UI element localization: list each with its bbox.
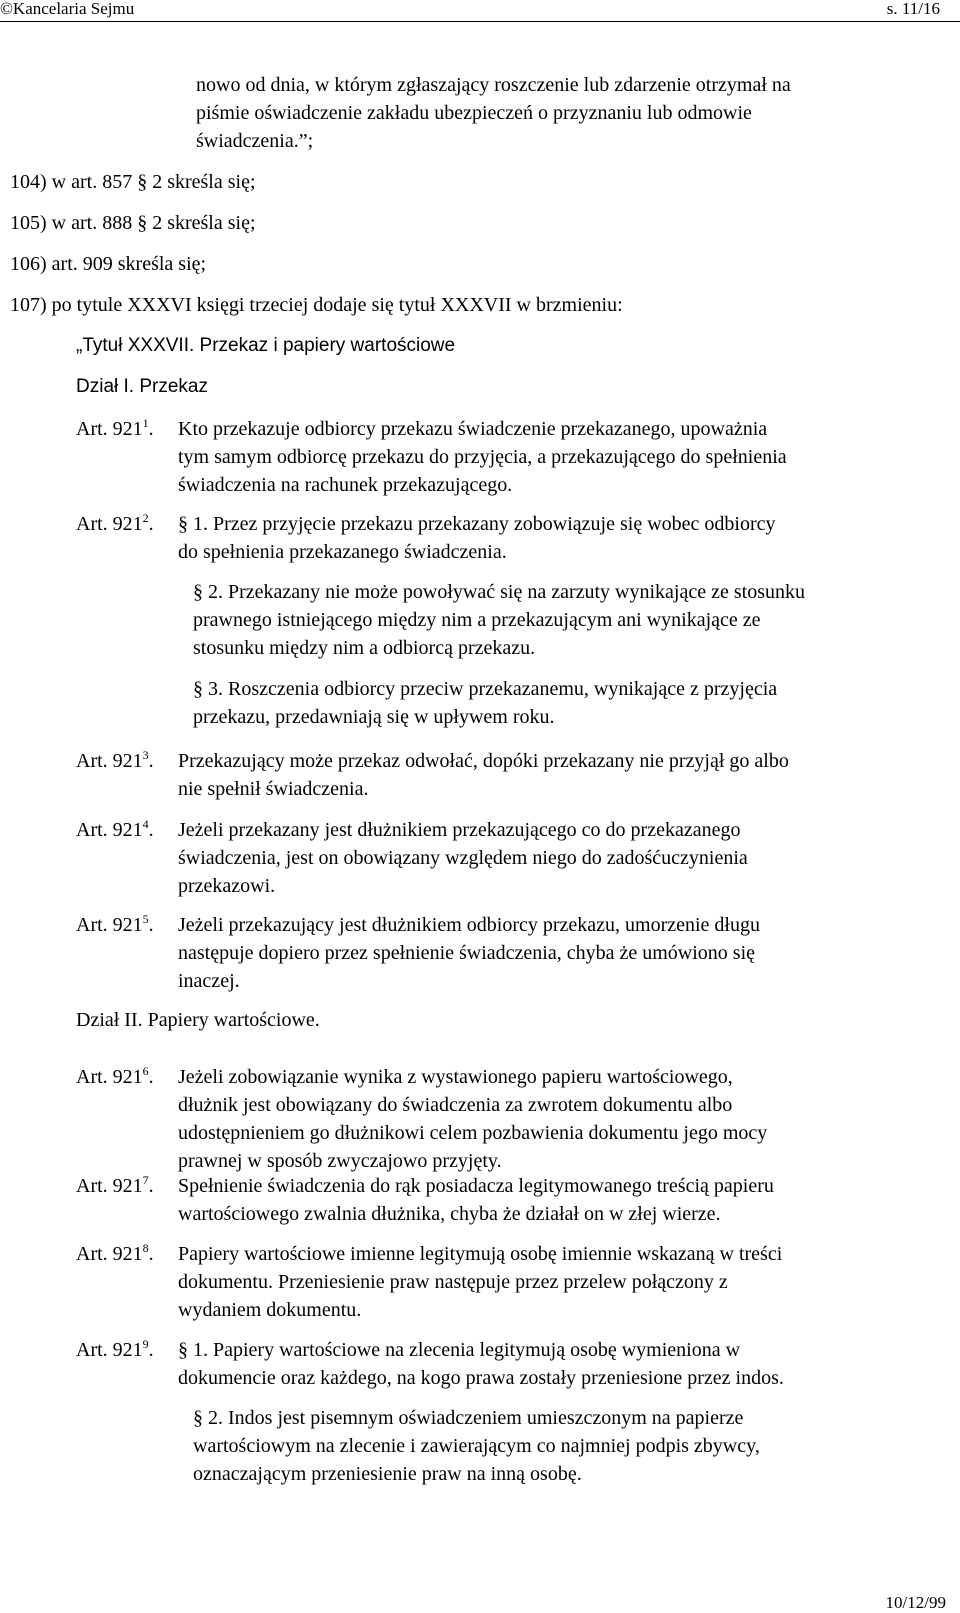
- article-number: [76, 1063, 154, 1091]
- article-prefix: Art.: [76, 1066, 113, 1088]
- section-text-line: § 2. Indos jest pisemnym oświadczeniem umieszczonym na papierze: [193, 1407, 744, 1429]
- article-text-line: Spełnienie świadczenia do rąk posiadacza legitymowanego treścią papieru: [178, 1175, 774, 1197]
- page-header: [0, 0, 960, 20]
- article-text-line: tym samym odbiorcę przekazu do przyjęcia, a przekazującego do spełnienia: [178, 446, 787, 468]
- article-superscript: 2: [142, 511, 149, 525]
- article-text-line: prawnej w sposób zwyczajowo przyjęty.: [178, 1150, 502, 1172]
- article-text-line: dokumencie oraz każdego, na kogo prawa zostały przeniesione przez indos.: [178, 1367, 784, 1389]
- article-superscript: 5: [142, 912, 149, 926]
- article-number: [76, 415, 154, 443]
- article-num: 921: [112, 418, 143, 440]
- article-text-line: świadczenia na rachunek przekazującego.: [178, 474, 513, 496]
- title-heading: „Tytuł XXXVII. Przekaz i papiery wartościowe: [76, 335, 456, 356]
- header-divider: [0, 21, 960, 22]
- article-text-line: następuje dopiero przez spełnienie świadczenia, chyba że umówiono się: [178, 942, 756, 964]
- article-num: 921: [112, 1339, 143, 1361]
- article-dot: .: [148, 513, 154, 535]
- article-text-line: wartościowego zwalnia dłużnika, chyba że działał on w złej wierze.: [178, 1203, 721, 1225]
- article-text-line: Jeżeli zobowiązanie wynika z wystawionego papieru wartościowego,: [178, 1066, 733, 1088]
- article-superscript: 8: [142, 1241, 149, 1255]
- article-num: 921: [112, 1243, 143, 1265]
- paragraph-line: świadczenia.”;: [196, 130, 314, 152]
- article-superscript: 6: [142, 1064, 149, 1078]
- article-superscript: 9: [142, 1337, 149, 1351]
- article-text-line: Papiery wartościowe imienne legitymują osobę imiennie wskazaną w treści: [178, 1243, 783, 1265]
- article-prefix: Art.: [76, 513, 113, 535]
- paragraph-line: piśmie oświadczenie zakładu ubezpieczeń o przyznaniu lub odmowie: [196, 102, 752, 124]
- section-text-line: oznaczającym przeniesienie praw na inną osobę.: [193, 1463, 582, 1485]
- article-dot: .: [148, 750, 154, 772]
- section-heading: Dział I. Przekaz: [76, 376, 208, 397]
- section-text-line: wartościowym na zlecenie i zawierającym co najmniej podpis zbywcy,: [193, 1435, 760, 1457]
- article-prefix: Art.: [76, 418, 113, 440]
- footer-date: 10/12/99: [885, 1593, 946, 1612]
- article-text-line: nie spełnił świadczenia.: [178, 778, 369, 800]
- article-superscript: 4: [142, 817, 149, 831]
- article-num: 921: [112, 819, 143, 841]
- article-prefix: Art.: [76, 750, 113, 772]
- article-dot: .: [148, 1243, 154, 1265]
- article-dot: .: [148, 1066, 154, 1088]
- article-superscript: 7: [142, 1173, 149, 1187]
- article-text-line: świadczenia, jest on obowiązany względem niego do zadośćuczynienia: [178, 847, 748, 869]
- article-text-line: Przekazujący może przekaz odwołać, dopóki przekazany nie przyjął go albo: [178, 750, 789, 772]
- article-text-line: wydaniem dokumentu.: [178, 1299, 362, 1321]
- article-text-line: inaczej.: [178, 970, 240, 992]
- article-prefix: Art.: [76, 819, 113, 841]
- article-text-line: § 1. Przez przyjęcie przekazu przekazany zobowiązuje się wobec odbiorcy: [178, 513, 776, 535]
- section-text-line: prawnego istniejącego między nim a przekazującym ani wynikające ze: [193, 609, 761, 631]
- article-number: [76, 1336, 154, 1364]
- list-item: 104) w art. 857 § 2 skreśla się;: [10, 171, 256, 193]
- article-text-line: dokumentu. Przeniesienie praw następuje przez przelew połączony z: [178, 1271, 728, 1293]
- article-number: [76, 816, 154, 844]
- article-text-line: do spełnienia przekazanego świadczenia.: [178, 541, 507, 563]
- article-prefix: Art.: [76, 1175, 113, 1197]
- article-text-line: udostępnieniem go dłużnikowi celem pozbawienia dokumentu jego mocy: [178, 1122, 768, 1144]
- list-item: 107) po tytule XXXVI księgi trzeciej dodaje się tytuł XXXVII w brzmieniu:: [10, 294, 623, 316]
- section-text-line: § 2. Przekazany nie może powoływać się na zarzuty wynikające ze stosunku: [193, 581, 805, 603]
- article-prefix: Art.: [76, 1243, 113, 1265]
- article-prefix: Art.: [76, 1339, 113, 1361]
- article-superscript: 1: [142, 416, 149, 430]
- list-item: 106) art. 909 skreśla się;: [10, 253, 207, 275]
- article-number: [76, 510, 154, 538]
- article-superscript: 3: [142, 748, 149, 762]
- article-dot: .: [148, 1175, 154, 1197]
- header-copyright: ©Kancelaria Sejmu: [0, 0, 135, 18]
- article-number: [76, 747, 154, 775]
- article-prefix: Art.: [76, 914, 113, 936]
- article-text-line: Kto przekazuje odbiorcy przekazu świadczenie przekazanego, upoważnia: [178, 418, 768, 440]
- article-number: [76, 911, 154, 939]
- article-dot: .: [148, 418, 154, 440]
- article-text-line: § 1. Papiery wartościowe na zlecenia legitymują osobę wymieniona w: [178, 1339, 741, 1361]
- article-text-line: przekazowi.: [178, 875, 276, 897]
- article-dot: .: [148, 1339, 154, 1361]
- article-text-line: Jeżeli przekazujący jest dłużnikiem odbiorcy przekazu, umorzenie długu: [178, 914, 760, 936]
- article-number: [76, 1172, 154, 1200]
- article-dot: .: [148, 819, 154, 841]
- article-text-line: Jeżeli przekazany jest dłużnikiem przekazującego co do przekazanego: [178, 819, 741, 841]
- section-text-line: przekazu, przedawniają się w upływem roku.: [193, 706, 555, 728]
- article-dot: .: [148, 914, 154, 936]
- article-num: 921: [112, 750, 143, 772]
- article-num: 921: [112, 914, 143, 936]
- section-heading: Dział II. Papiery wartościowe.: [76, 1009, 320, 1031]
- list-item: 105) w art. 888 § 2 skreśla się;: [10, 212, 256, 234]
- header-page-number: s. 11/16: [886, 0, 940, 18]
- paragraph-line: nowo od dnia, w którym zgłaszający roszczenie lub zdarzenie otrzymał na: [196, 74, 791, 96]
- article-num: 921: [112, 1175, 143, 1197]
- section-text-line: stosunku między nim a odbiorcą przekazu.: [193, 637, 536, 659]
- article-number: [76, 1240, 154, 1268]
- article-num: 921: [112, 513, 143, 535]
- article-text-line: dłużnik jest obowiązany do świadczenia za zwrotem dokumentu albo: [178, 1094, 733, 1116]
- article-num: 921: [112, 1066, 143, 1088]
- section-text-line: § 3. Roszczenia odbiorcy przeciw przekazanemu, wynikające z przyjęcia: [193, 678, 778, 700]
